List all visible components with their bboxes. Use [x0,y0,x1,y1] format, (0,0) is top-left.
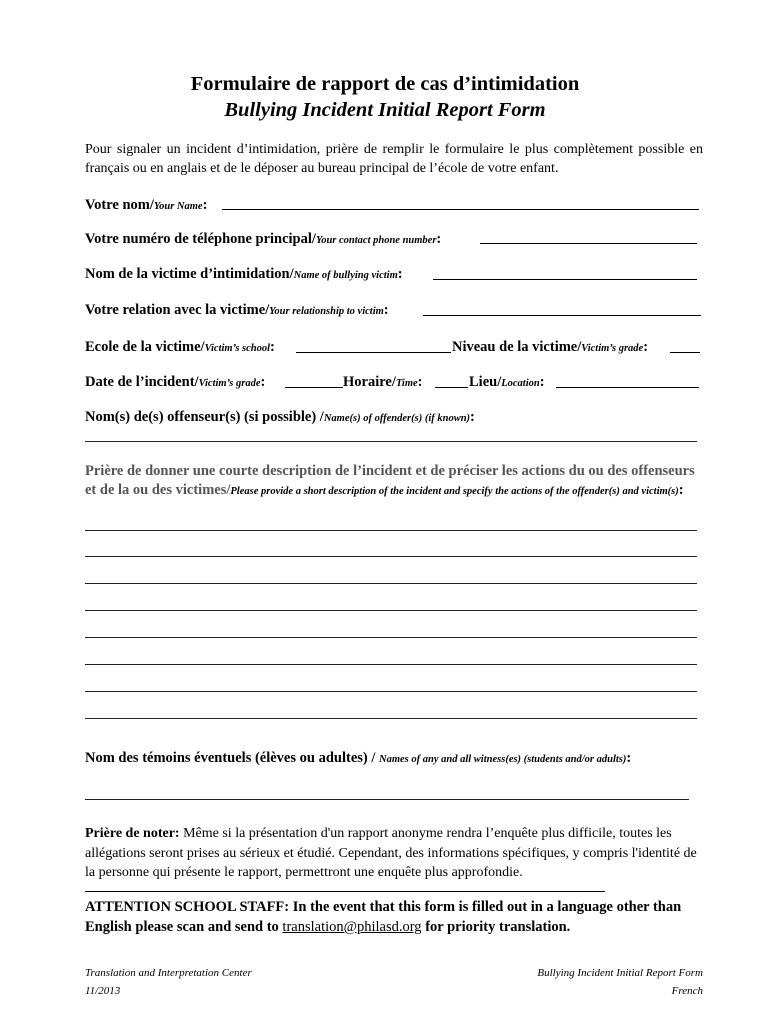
description-line[interactable] [85,637,697,638]
time-input-line[interactable] [435,387,468,388]
time-colon: : [417,374,423,390]
offenders-label-fr: Nom(s) de(s) offenseur(s) (si possible) / [85,409,324,425]
attention-text: ATTENTION SCHOOL STAFF: In the event that this form is filled out in a language other than English please scan and send to [85,899,682,935]
description-line[interactable] [85,664,697,665]
grade-input-line[interactable] [670,352,700,353]
footer-center-name: Translation and Interpretation Center [85,967,252,979]
location-label-fr: Lieu/ [469,374,502,390]
footer-right [537,964,703,1000]
attention-suffix: for priority translation. [421,919,571,935]
victim-input-line[interactable] [433,279,697,280]
description-line[interactable] [85,556,697,557]
date-label-en: Victim’s grade [198,378,261,389]
grade-field-label [452,339,648,359]
note-text: Même si la présentation d'un rapport anonyme rendra l’enquête plus difficile, toutes les allégations seront prises au sérieux et étudié. Cependant, des informations spécifiques, y compris l'identité de la personne qui présente le rapport, permettront une enquête plus approfondie. [85,826,697,880]
school-input-line[interactable] [296,352,451,353]
description-line[interactable] [85,610,697,611]
description-line[interactable] [85,691,697,692]
form-title-english: Bullying Incident Initial Report Form [224,99,546,121]
description-prompt-fr: Prière de donner une courte description de l’incident et de préciser les actions du ou des offenseurs et de la ou des victimes/ [85,463,695,498]
grade-label-en: Victim’s grade [581,343,644,354]
relationship-colon: : [383,302,389,318]
location-label-en: Location [501,378,540,389]
grade-label-fr: Niveau de la victime/ [452,339,582,355]
witnesses-field-label [85,750,631,770]
footer-form-name: Bullying Incident Initial Report Form [537,967,703,979]
description-line[interactable] [85,718,697,719]
name-label-en: Your Name [153,201,203,212]
description-line[interactable] [85,583,697,584]
victim-label-fr: Nom de la victime d’intimidation/ [85,266,294,282]
date-field-label [85,374,265,394]
note-paragraph [85,824,703,883]
witnesses-label-fr: Nom des témoins éventuels (élèves ou adultes) / [85,750,380,766]
offenders-input-line[interactable] [85,441,697,442]
relationship-label-fr: Votre relation avec la victime/ [85,302,270,318]
form-title-french: Formulaire de rapport de cas d’intimidation [190,73,580,95]
location-colon: : [539,374,545,390]
time-label-en: Time [395,378,418,389]
description-prompt-en: Please provide a short description of the incident and specify the actions of the offender(s) and victim(s) [230,486,679,497]
description-colon: : [678,482,684,498]
location-field-label [469,374,545,394]
translation-email-link[interactable]: translation@philasd.org [282,919,422,935]
witnesses-colon: : [626,750,632,766]
date-label-fr: Date de l’incident/ [85,374,199,390]
name-colon: : [202,197,208,213]
time-label-fr: Horaire/ [343,374,396,390]
school-label-fr: Ecole de la victime/ [85,339,205,355]
witnesses-label-en: Names of any and all witness(es) (students and/or adults) [379,754,627,765]
location-input-line[interactable] [556,387,699,388]
footer-date: 11/2013 [85,985,121,997]
footer-language: French [671,985,703,997]
school-field-label [85,339,275,359]
divider [85,891,605,892]
relationship-field-label [85,302,389,322]
date-input-line[interactable] [285,387,343,388]
offenders-field-label [85,409,475,429]
description-line[interactable] [85,530,697,531]
victim-field-label [85,266,403,286]
school-colon: : [270,339,275,355]
victim-label-en: Name of bullying victim [293,270,398,281]
date-colon: : [260,374,266,390]
school-label-en: Victim’s school [204,343,271,354]
phone-colon: : [436,231,442,247]
name-field-label [85,197,207,217]
note-label: Prière de noter: [85,826,180,841]
phone-field-label [85,231,441,251]
offenders-colon: : [470,409,475,425]
witnesses-input-line[interactable] [85,799,689,800]
attention-notice [85,897,703,937]
time-field-label [343,374,423,394]
name-label-fr: Votre nom/ [85,197,154,213]
phone-label-en: Your contact phone number [315,235,437,246]
victim-colon: : [397,266,403,282]
relationship-label-en: Your relationship to victim [269,306,384,317]
footer-left [85,964,252,1000]
relationship-input-line[interactable] [423,315,701,316]
offenders-label-en: Name(s) of offender(s) (if known) [323,413,471,424]
phone-input-line[interactable] [480,243,697,244]
name-input-line[interactable] [222,209,699,210]
grade-colon: : [643,339,649,355]
phone-label-fr: Votre numéro de téléphone principal/ [85,231,316,247]
description-prompt [85,462,703,501]
intro-paragraph: Pour signaler un incident d’intimidation, prière de remplir le formulaire le plus complètement possible en français ou en anglais et de le déposer au bureau principal de l’école de votre enfant. [85,142,703,176]
